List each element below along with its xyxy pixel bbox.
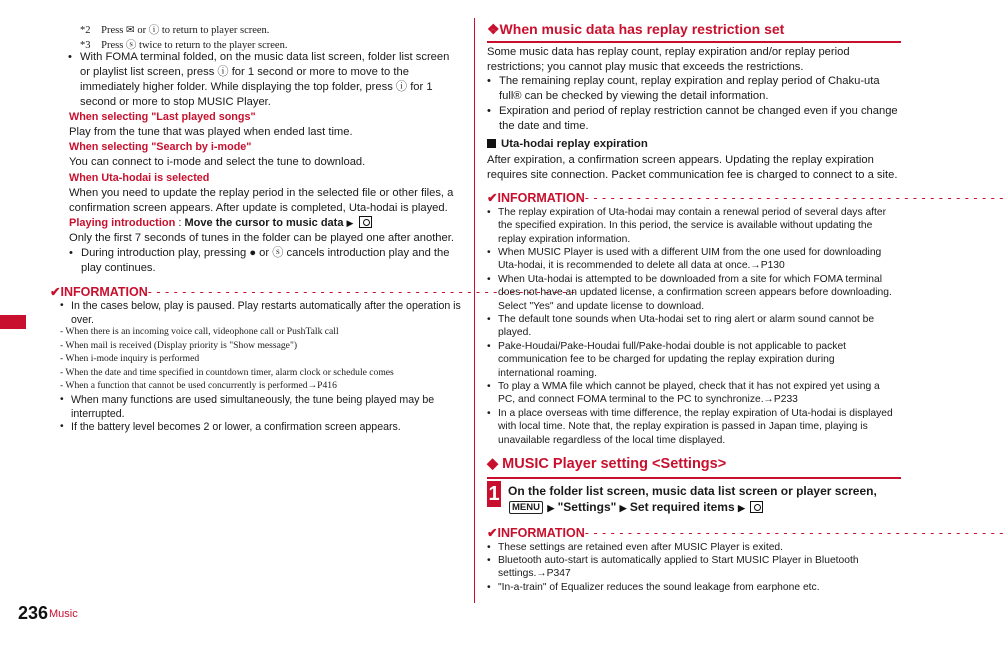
text-line: Some music data has replay count, replay expiration and/or replay period [487, 46, 850, 58]
step-1-line-2 [508, 500, 763, 516]
sub-item-text: When a function that cannot be used concurrently is performed→P416 [65, 380, 337, 391]
info-line: "In-a-train" of Equalizer reduces the sound leakage from earphone etc. [498, 582, 820, 593]
info-line: the specified expiration. In this period, the service is available without updating the [498, 220, 873, 232]
bullet-dot: • [487, 555, 491, 566]
title-rule [487, 477, 901, 479]
text-intro: Only the first 7 seconds of tunes in the folder can be played one after another. [69, 232, 454, 244]
arrow-right-icon: ▶ [547, 503, 555, 513]
heading-intro [69, 216, 372, 231]
note-2-text: Press ✉ or ⓘ to return to player screen. [101, 25, 270, 36]
text-line: full® can be checked by viewing the detail information. [499, 90, 769, 102]
fold-bullet-line: immediately higher folder. While displaying the top folder, press ⓘ for 1 [80, 81, 433, 93]
info-line: In the cases below, play is paused. Play restarts automatically after the operation is [71, 300, 461, 312]
bullet-dot: • [487, 274, 491, 285]
menu-key-icon: MENU [509, 501, 543, 514]
check-icon: ✔ [50, 285, 61, 299]
arrow-right-icon: ▶ [737, 503, 745, 513]
bullet-dot: • [487, 314, 491, 325]
title-rule [487, 41, 901, 43]
info-line: When Uta-hodai is attempted to be downloaded from a site for which FOMA terminal [498, 274, 883, 285]
sub-item: - When a function that cannot be used concurrently is performed→P416 [60, 380, 337, 391]
step-settings: "Settings" [557, 500, 617, 514]
info-line: communication fee to be charged for updating the replay expiration during [498, 354, 835, 366]
info-line: Select "Yes" and update license to download. [498, 300, 705, 312]
footer-section-name: Music [49, 608, 78, 620]
step-set-required: Set required items [629, 500, 735, 514]
info-line: interrupted. [71, 408, 125, 420]
bullet-dot: • [487, 247, 491, 258]
section-title-replay-restriction: ❖When music data has replay restriction set [487, 21, 785, 37]
heading-intro-sep: : [175, 217, 185, 229]
dash-divider: - - - - - - - - - - - - - - - - - - - - - - - - - - - - - - - - - - - - - - - - - - - - - - - - - [584, 526, 1004, 540]
uta-exp-heading [487, 137, 648, 152]
bullet-dot: • [487, 105, 491, 117]
text-line: the date and time. [499, 120, 589, 132]
check-icon: ✔ [487, 526, 498, 540]
step-1-line-1: On the folder list screen, music data list screen or player screen, [508, 484, 877, 498]
info-line: with local time. Note that, the replay expiration is passed in Japan time, playing is [498, 421, 868, 433]
info-line: international roaming. [498, 367, 598, 379]
info-label: INFORMATION [497, 191, 585, 205]
bullet-dot: • [487, 542, 491, 553]
section-tab-marker [0, 315, 26, 329]
info-line: If the battery level becomes 2 or lower, a confirmation screen appears. [71, 421, 401, 433]
info-line: replay expiration information. [498, 233, 631, 245]
text-line: confirmation screen appears. After update is completed, Uta-hodai is played. [69, 202, 448, 214]
note-3-prefix: *3 [80, 40, 91, 51]
dash-divider: - - - - - - - - - - - - - - - - - - - - - - - - - - - - - - - - - - - - - - - - - - - - - - - - - [584, 191, 1004, 205]
arrow-right-icon: ▶ [619, 503, 627, 513]
info-sub-list [60, 326, 394, 394]
camera-key-icon [750, 501, 763, 513]
bullet-dot: • [60, 300, 64, 311]
heading-uta-hodai: When Uta-hodai is selected [69, 172, 210, 184]
text-line: Expiration and period of replay restriction cannot be changed even if you change [499, 105, 898, 117]
bullet-dot: • [487, 408, 491, 419]
note-3-text: Press ⓢ twice to return to the player screen. [101, 40, 288, 51]
info-line: In a place overseas with time difference, the replay expiration of Uta-hodai is displayed [498, 408, 893, 419]
info-header-right [487, 190, 1004, 205]
text-line: requires site connection. Packet communication fee is charged to connect to a site. [487, 169, 898, 181]
info-label: INFORMATION [497, 526, 585, 540]
bullet-dot: • [68, 51, 72, 63]
info-line: Uta-hodai, it is recommended to delete all data at once.→P130 [498, 260, 785, 272]
info-line: These settings are retained even after MUSIC Player is exited. [498, 542, 784, 553]
sub-item: - When the date and time specified in countdown timer, alarm clock or schedule comes [60, 366, 394, 378]
sub-item-text: When the date and time specified in countdown timer, alarm clock or schedule comes [65, 366, 394, 378]
heading-last-played: When selecting "Last played songs" [69, 111, 256, 123]
bullet-dot: • [60, 421, 64, 432]
uta-exp-text [487, 153, 897, 183]
info-line: unavailable regardless of the local time displayed. [498, 434, 726, 446]
replay-intro [487, 45, 850, 75]
step-number: 1 [488, 483, 500, 505]
square-bullet-icon [487, 139, 496, 148]
text-line: After expiration, a confirmation screen appears. Updating the replay expiration [487, 154, 874, 166]
text-line: When you need to update the replay period in the selected file or other files, a [69, 187, 454, 199]
intro-bullet-line: play continues. [81, 262, 156, 274]
text-search-imode: You can connect to i-mode and select the tune to download. [69, 156, 366, 168]
dash-divider: - - - - - - - - - - - - - - - - - - - - - - - - - - - - - - - - - - - - - - - - - - - - - - - - - - [147, 285, 576, 299]
info-line: played. [498, 327, 532, 339]
camera-key-icon [359, 216, 372, 228]
note-2 [80, 22, 269, 37]
bullet-dot: • [487, 75, 491, 87]
info-line: PC, and connect FOMA terminal to the PC to synchronize.→P233 [498, 394, 798, 406]
sub-item-text: When there is an incoming voice call, videophone call or PushTalk call [65, 326, 339, 337]
note-2-prefix: *2 [80, 25, 91, 36]
text-line: restrictions; you cannot play music that exceeds the restrictions. [487, 61, 804, 73]
bullet-dot: • [60, 394, 64, 405]
bullet-dot: • [487, 341, 491, 352]
fold-bullet-line: or playlist list screen, press ⓘ for 1 second or more to move to the [80, 66, 409, 78]
info-line: over. [71, 314, 94, 326]
page-number: 236 [18, 603, 49, 623]
info-header-settings [487, 525, 1004, 540]
fold-bullet-line: With FOMA terminal folded, on the music data list screen, folder list screen [80, 51, 450, 63]
info-line: Bluetooth auto-start is automatically applied to Start MUSIC Player in Bluetooth [498, 555, 859, 566]
sub-item: - When there is an incoming voice call, videophone call or PushTalk call [60, 326, 339, 337]
text-line: The remaining replay count, replay expiration and replay period of Chaku-uta [499, 75, 880, 87]
info-header-left [50, 284, 576, 299]
heading-intro-label: Playing introduction [69, 217, 176, 229]
info-label: INFORMATION [60, 285, 148, 299]
info-line: To play a WMA file which cannot be played, check that it has not expired yet using a [498, 381, 880, 392]
heading-search-imode: When selecting "Search by i-mode" [69, 141, 252, 153]
bullet-dot: • [487, 582, 491, 593]
sub-item-text: When i-mode inquiry is performed [65, 353, 200, 364]
info-line: does not have an updated license, a confirmation screen appears before downloading. [498, 287, 892, 299]
sub-item-text: When mail is received (Display priority is "Show message") [65, 339, 298, 351]
info-line: Pake-Houdai/Pake-Houdai full/Pake-hodai double is not applicable to packet [498, 341, 847, 352]
column-divider [474, 18, 475, 603]
info-line: When many functions are used simultaneously, the tune being played may be [71, 394, 435, 406]
info-line: The default tone sounds when Uta-hodai set to ring alert or alarm sound cannot be [498, 314, 875, 325]
heading-intro-op: Move the cursor to music data [184, 217, 344, 229]
uta-exp-title: Uta-hodai replay expiration [501, 138, 648, 150]
sub-item: - When i-mode inquiry is performed [60, 353, 200, 364]
text-last-played: Play from the tune that was played when ended last time. [69, 126, 353, 138]
bullet-dot: • [487, 381, 491, 392]
bullet-dot: • [487, 207, 491, 218]
intro-bullet-line: During introduction play, pressing ● or ⓢ cancels introduction play and the [81, 247, 450, 259]
fold-bullet-line: second or more to stop MUSIC Player. [80, 96, 271, 108]
arrow-right-icon: ▶ [346, 218, 354, 228]
sub-item: - When mail is received (Display priority is "Show message") [60, 339, 298, 351]
info-line: When MUSIC Player is used with a different UIM from the one used for downloading [498, 247, 882, 258]
check-icon: ✔ [487, 191, 498, 205]
text-uta-hodai [69, 186, 453, 216]
info-line: settings.→P347 [498, 568, 571, 580]
bullet-dot: • [69, 247, 73, 259]
section-title-settings: ◆ MUSIC Player setting <Settings> [487, 456, 727, 472]
info-line: The replay expiration of Uta-hodai may contain a renewal period of several days after [498, 207, 887, 218]
